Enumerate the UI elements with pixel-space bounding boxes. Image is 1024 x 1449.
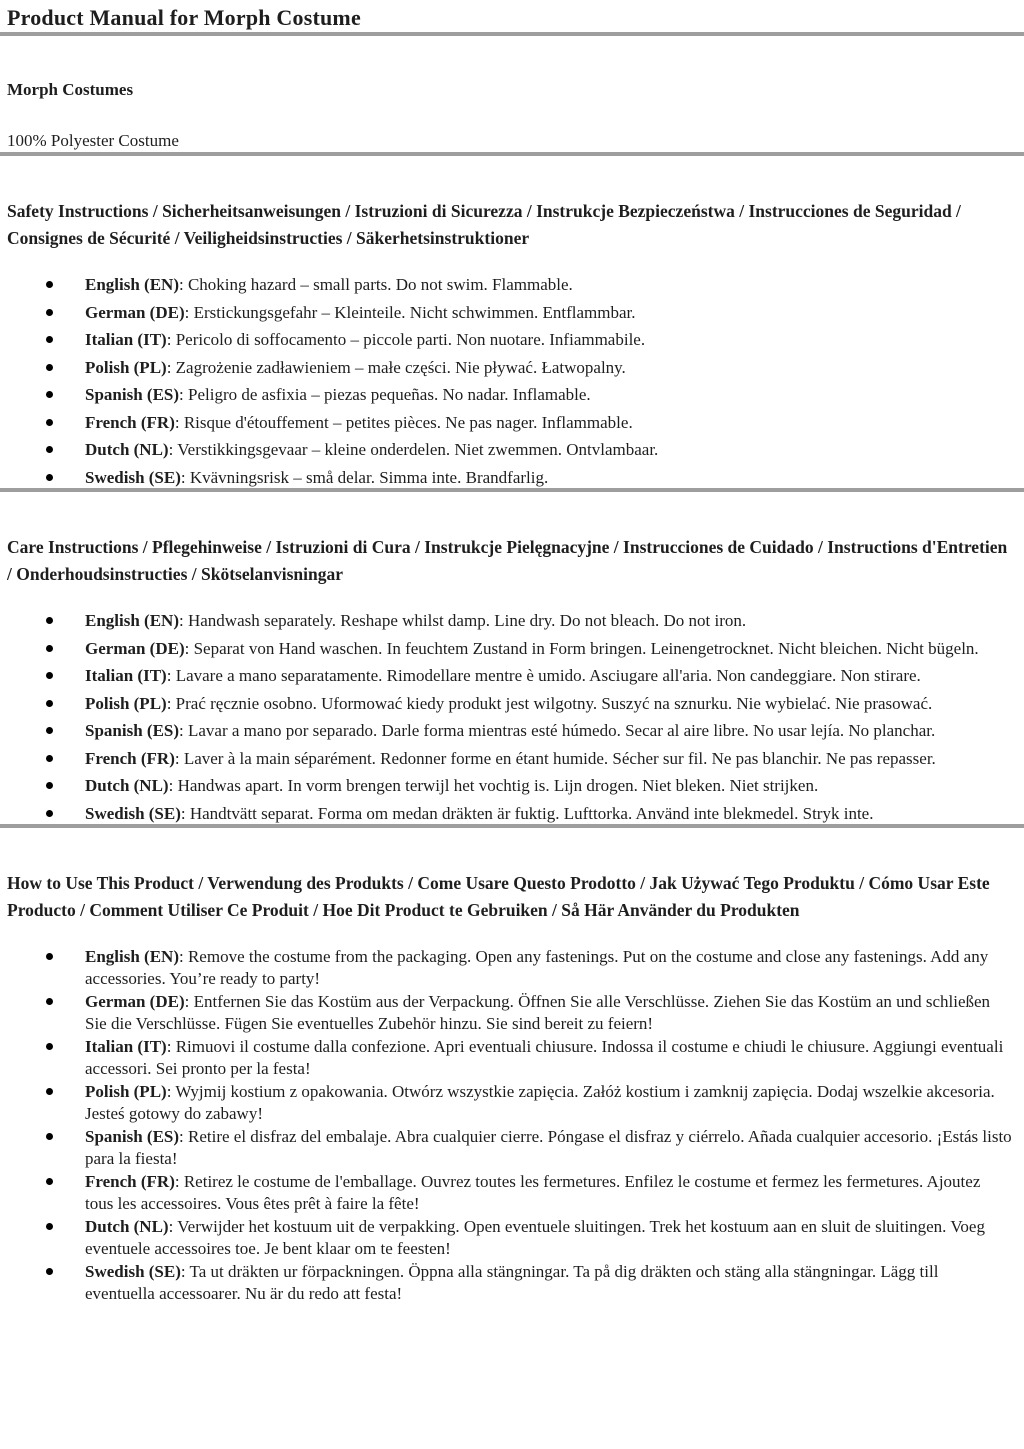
language-label: French (FR)	[85, 748, 175, 768]
instruction-text: : Pericolo di soffocamento – piccole parti. Non nuotare. Infiammabile.	[166, 330, 646, 349]
language-label: Italian (IT)	[85, 1037, 167, 1056]
document-page	[0, 4, 1024, 1304]
instruction-text: : Kvävningsrisk – små delar. Simma inte. Brandfarlig.	[180, 467, 549, 487]
language-label: Italian (IT)	[85, 666, 167, 685]
language-instruction-item	[52, 1216, 1012, 1259]
language-label: Italian (IT)	[85, 330, 167, 349]
how-to-use-language-list	[0, 946, 1024, 1304]
language-label: English (EN)	[85, 947, 179, 966]
divider	[0, 152, 1024, 156]
instruction-text: : Ta ut dräkten ur förpackningen. Öppna alla stängningar. Ta på dig dräkten och stäng alla stängningar. Lägg till eventuella accessoarer. Nu är du redo att festa!	[85, 1262, 939, 1303]
instruction-text: : Verwijder het kostuum uit de verpakking. Open eventuele sluitingen. Trek het kostuum aan en sluit de sluitingen. Voeg eventuele accessoires toe. Je bent klaar om te feesten!	[85, 1217, 985, 1258]
instruction-text: : Choking hazard – small parts. Do not swim. Flammable.	[179, 275, 573, 294]
language-instruction-item	[52, 1261, 1012, 1304]
instruction-text: : Rimuovi il costume dalla confezione. Apri eventuali chiusure. Indossa il costume e chiudi le chiusure. Aggiungi eventuali accessori. Sei pronto per la festa!	[85, 1037, 1004, 1078]
language-label: Dutch (NL)	[85, 440, 169, 459]
instruction-text: : Retire el disfraz del embalaje. Abra cualquier cierre. Póngase el disfraz y ciérrelo. Añada cualquier accesorio. ¡Estás listo para la fiesta!	[85, 1127, 1012, 1168]
language-label: Polish (PL)	[85, 1082, 167, 1101]
language-instruction-item	[52, 665, 1012, 687]
language-instruction-item	[52, 638, 1012, 660]
instruction-text: : Lavare a mano separatamente. Rimodellare mentre è umido. Asciugare all'aria. Non candeggiare. Non stirare.	[166, 666, 921, 685]
section-heading: How to Use This Product / Verwendung des Produkts / Come Usare Questo Prodotto / Jak Używać Tego Produktu / Cómo Usar Este Producto / Comment Utiliser Ce Produit / Hoe Dit Product te Gebruiken / Så Här Använder du Produkten	[7, 873, 990, 920]
material-description: 100% Polyester Costume	[7, 131, 179, 150]
section-heading: Safety Instructions / Sicherheitsanweisungen / Istruzioni di Sicurezza / Instrukcje Bezpieczeństwa / Instrucciones de Seguridad / Consignes de Sécurité / Veiligheidsinstructies / Säkerhetsinstruktioner	[7, 201, 961, 248]
language-label: Dutch (NL)	[85, 1217, 169, 1236]
language-instruction-item	[52, 384, 1012, 406]
instruction-text: : Lavar a mano por separado. Darle forma mientras esté húmedo. Secar al aire libre. No usar lejía. No planchar.	[179, 721, 936, 740]
language-instruction-item	[52, 803, 1012, 825]
section-care-instructions	[0, 534, 1024, 824]
language-label: Swedish (SE)	[85, 467, 181, 487]
language-instruction-item	[52, 1081, 1012, 1124]
language-instruction-item	[52, 412, 1012, 434]
brand-name: Morph Costumes	[7, 80, 134, 99]
instruction-text: : Verstikkingsgevaar – kleine onderdelen. Niet zwemmen. Ontvlambaar.	[168, 440, 659, 459]
care-language-list	[0, 610, 1024, 824]
instruction-text: : Prać ręcznie osobno. Uformować kiedy produkt jest wilgotny. Suszyć na sznurku. Nie wybielać. Nie prasować.	[166, 693, 933, 713]
instruction-text: : Remove the costume from the packaging. Open any fastenings. Put on the costume and close any fastenings. Add any accessories. You’re ready to party!	[85, 947, 989, 988]
divider	[0, 824, 1024, 828]
instruction-text: : Separat von Hand waschen. In feuchtem Zustand in Form bringen. Leinengetrocknet. Nicht bleichen. Nicht bügeln.	[184, 638, 979, 658]
language-label: German (DE)	[85, 638, 185, 658]
instruction-text: : Retirez le costume de l'emballage. Ouvrez toutes les fermetures. Enfilez le costume et fermez les fermetures. Ajoutez tous les accessoires. Vous êtes prêt à faire la fête!	[85, 1172, 981, 1213]
language-label: Spanish (ES)	[85, 721, 180, 740]
language-label: French (FR)	[85, 412, 175, 432]
instruction-text: : Handtvätt separat. Forma om medan dräkten är fuktig. Lufttorka. Använd inte blekmedel. Stryk inte.	[180, 803, 874, 823]
language-label: Spanish (ES)	[85, 1127, 180, 1146]
language-instruction-item	[52, 357, 1012, 379]
safety-language-list	[0, 274, 1024, 488]
language-instruction-item	[52, 1036, 1012, 1079]
page-title: Product Manual for Morph Costume	[7, 5, 361, 30]
language-label: German (DE)	[85, 302, 185, 322]
instruction-text: : Risque d'étouffement – petites pièces. Ne pas nager. Inflammable.	[174, 412, 633, 432]
language-label: Dutch (NL)	[85, 776, 169, 795]
language-label: French (FR)	[85, 1172, 175, 1191]
language-instruction-item	[52, 610, 1012, 632]
section-how-to-use	[0, 870, 1024, 1304]
instruction-text: : Erstickungsgefahr – Kleinteile. Nicht schwimmen. Entflammbar.	[184, 302, 636, 322]
language-instruction-item	[52, 274, 1012, 296]
language-label: Swedish (SE)	[85, 1262, 181, 1281]
language-instruction-item	[52, 748, 1012, 770]
language-instruction-item	[52, 946, 1012, 989]
divider	[0, 488, 1024, 492]
language-instruction-item	[52, 329, 1012, 351]
language-instruction-item	[52, 1126, 1012, 1169]
language-instruction-item	[52, 991, 1012, 1034]
language-instruction-item	[52, 1171, 1012, 1214]
instruction-text: : Entfernen Sie das Kostüm aus der Verpackung. Öffnen Sie alle Verschlüsse. Ziehen Sie das Kostüm an und schließen Sie die Verschlüsse. Fügen Sie eventuelles Zubehör hinzu. Sie sind bereit zu feiern!	[85, 992, 991, 1033]
instruction-text: : Wyjmij kostium z opakowania. Otwórz wszystkie zapięcia. Załóż kostium i zamknij zapięcia. Dodaj wszelkie akcesoria. Jesteś gotowy do zabawy!	[85, 1082, 995, 1123]
instruction-text: : Zagrożenie zadławieniem – małe części. Nie pływać. Łatwopalny.	[166, 357, 626, 377]
language-label: English (EN)	[85, 611, 179, 630]
language-instruction-item	[52, 467, 1012, 489]
language-label: English (EN)	[85, 275, 179, 294]
language-label: Polish (PL)	[85, 693, 167, 713]
language-label: Polish (PL)	[85, 357, 167, 377]
section-safety-instructions	[0, 198, 1024, 488]
language-label: German (DE)	[85, 992, 185, 1011]
instruction-text: : Laver à la main séparément. Redonner forme en étant humide. Sécher sur fil. Ne pas blanchir. Ne pas repasser.	[174, 748, 936, 768]
divider	[0, 32, 1024, 36]
instruction-text: : Peligro de asfixia – piezas pequeñas. No nadar. Inflamable.	[179, 385, 591, 404]
language-label: Swedish (SE)	[85, 803, 181, 823]
language-instruction-item	[52, 693, 1012, 715]
language-instruction-item	[52, 302, 1012, 324]
language-label: Spanish (ES)	[85, 385, 180, 404]
language-instruction-item	[52, 720, 1012, 742]
section-heading: Care Instructions / Pflegehinweise / Istruzioni di Cura / Instrukcje Pielęgnacyjne / Instrucciones de Cuidado / Instructions d'Entretien / Onderhoudsinstructies / Skötselanvisningar	[7, 537, 1008, 584]
instruction-text: : Handwash separately. Reshape whilst damp. Line dry. Do not bleach. Do not iron.	[179, 611, 747, 630]
instruction-text: : Handwas apart. In vorm brengen terwijl het vochtig is. Lijn drogen. Niet bleken. Niet strijken.	[168, 776, 819, 795]
language-instruction-item	[52, 775, 1012, 797]
language-instruction-item	[52, 439, 1012, 461]
